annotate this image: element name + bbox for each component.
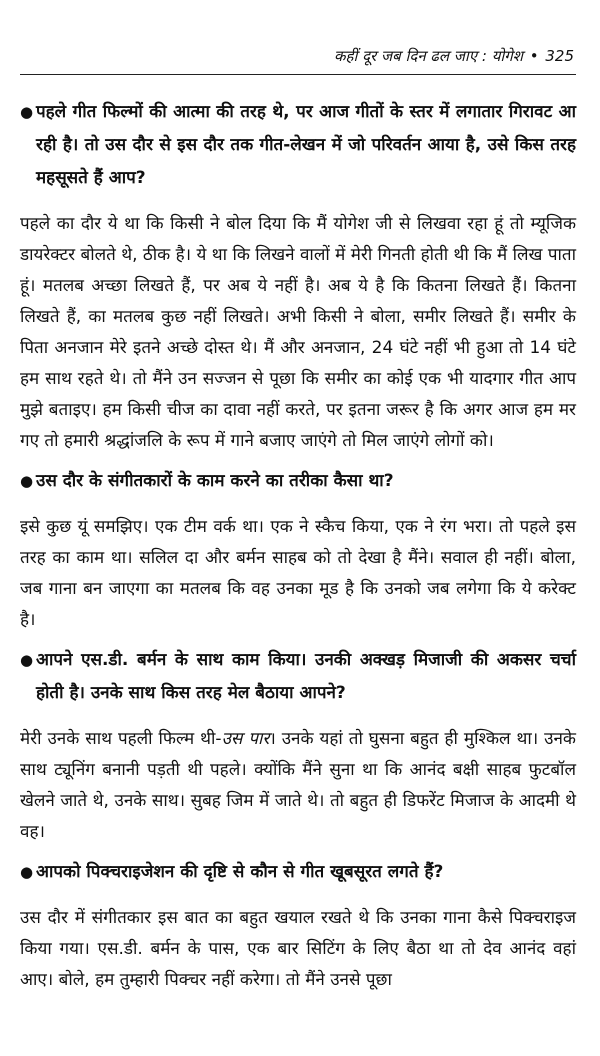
- header-rule: [20, 74, 576, 75]
- header-separator: •: [529, 47, 539, 65]
- bullet-icon: ●: [20, 103, 34, 121]
- bullet-icon: ●: [20, 472, 34, 490]
- question-text: उस दौर के संगीतकारों के काम करने का तरीका कैसा था?: [36, 471, 394, 491]
- film-title: उस पार: [221, 729, 270, 749]
- question-text: आपको पिक्चराइजेशन की दृष्टि से कौन से गीत खूबसूरत लगते हैं?: [36, 862, 444, 882]
- answer-text: मेरी उनके साथ पहली फिल्म थी-: [20, 729, 222, 749]
- page-number: 325: [545, 47, 574, 65]
- page-content: [20, 96, 576, 1004]
- answer-1: पहले का दौर ये था कि किसी ने बोल दिया कि मैं योगेश जी से लिखवा रहा हूं तो म्यूजिक डायरेक्टर बोलते थे, ठीक है। ये था कि लिखने वालों में मेरी गिनती होती थी कि मैं लिख पाता हूं। मतलब अच्छा लिखते हैं, पर अब ये नहीं है। अब ये है कि कितना लिखते हैं। कितना लिखते हैं, का मतलब कुछ नहीं लिखते। अभी किसी ने बोला, समीर लिखते हैं। समीर के पिता अनजान मेरे इतने अच्छे दोस्त थे। मैं और अनजान, 24 घंटे नहीं भी हुआ तो 14 घंटे हम साथ रहते थे। तो मैंने उन सज्जन से पूछा कि समीर का कोई एक भी यादगार गीत आप मुझे बताइए। हम किसी चीज का दावा नहीं करते, पर इतना जरूर है कि अगर आज हम मर गए तो हमारी श्रद्धांजलि के रूप में गाने बजाए जाएंगे तो मिल जाएंगे लोगों को।: [20, 214, 576, 451]
- question-text: पहले गीत फिल्मों की आत्मा की तरह थे, पर आज गीतों के स्तर में लगातार गिरावट आ रही है। तो उस दौर से इस दौर तक गीत-लेखन में जो परिवर्तन आया है, उसे किस तरह महसूसते हैं आप?: [36, 102, 576, 188]
- question-text: आपने एस.डी. बर्मन के साथ काम किया। उनकी अक्खड़ मिजाजी की अकसर चर्चा होती है। उनके साथ किस तरह मेल बैठाया आपने?: [36, 650, 576, 703]
- answer-text: । उनके यहां तो घुसना बहुत ही मुश्किल था। उनके साथ ट्यूनिंग बनानी पड़ती थी पहले। क्योंकि मैंने सुना था कि आनंद बक्षी साहब फुटबॉल खेलने जाते थे, उनके साथ। सुबह जिम में जाते थे। तो बहुत ही डिफरेंट मिजाज के आदमी थे वह।: [20, 729, 576, 842]
- header-title: कहीं दूर जब दिन ढल जाए : योगेश: [334, 47, 523, 65]
- running-header: [20, 46, 574, 66]
- answer-4: उस दौर में संगीतकार इस बात का बहुत खयाल रखते थे कि उनका गाना कैसे पिक्चराइज किया गया। एस.डी. बर्मन के पास, एक बार सिटिंग के लिए बैठा था तो देव आनंद वहां आए। बोले, हम तुम्हारी पिक्चर नहीं करेगा। तो मैंने उनसे पूछा: [20, 908, 576, 990]
- question-2: [20, 465, 576, 498]
- bullet-icon: ●: [20, 863, 34, 881]
- question-1: [20, 96, 576, 195]
- question-3: [20, 644, 576, 710]
- bullet-icon: ●: [20, 651, 34, 669]
- answer-2: इसे कुछ यूं समझिए। एक टीम वर्क था। एक ने स्कैच किया, एक ने रंग भरा। तो पहले इस तरह का काम था। सलिल दा और बर्मन साहब को तो देखा है मैंने। सवाल ही नहीं। बोला, जब गाना बन जाएगा का मतलब कि वह उनका मूड है कि उनको जब लगेगा कि ये करेक्ट है।: [20, 517, 576, 630]
- question-4: [20, 856, 576, 889]
- answer-3: [20, 724, 576, 848]
